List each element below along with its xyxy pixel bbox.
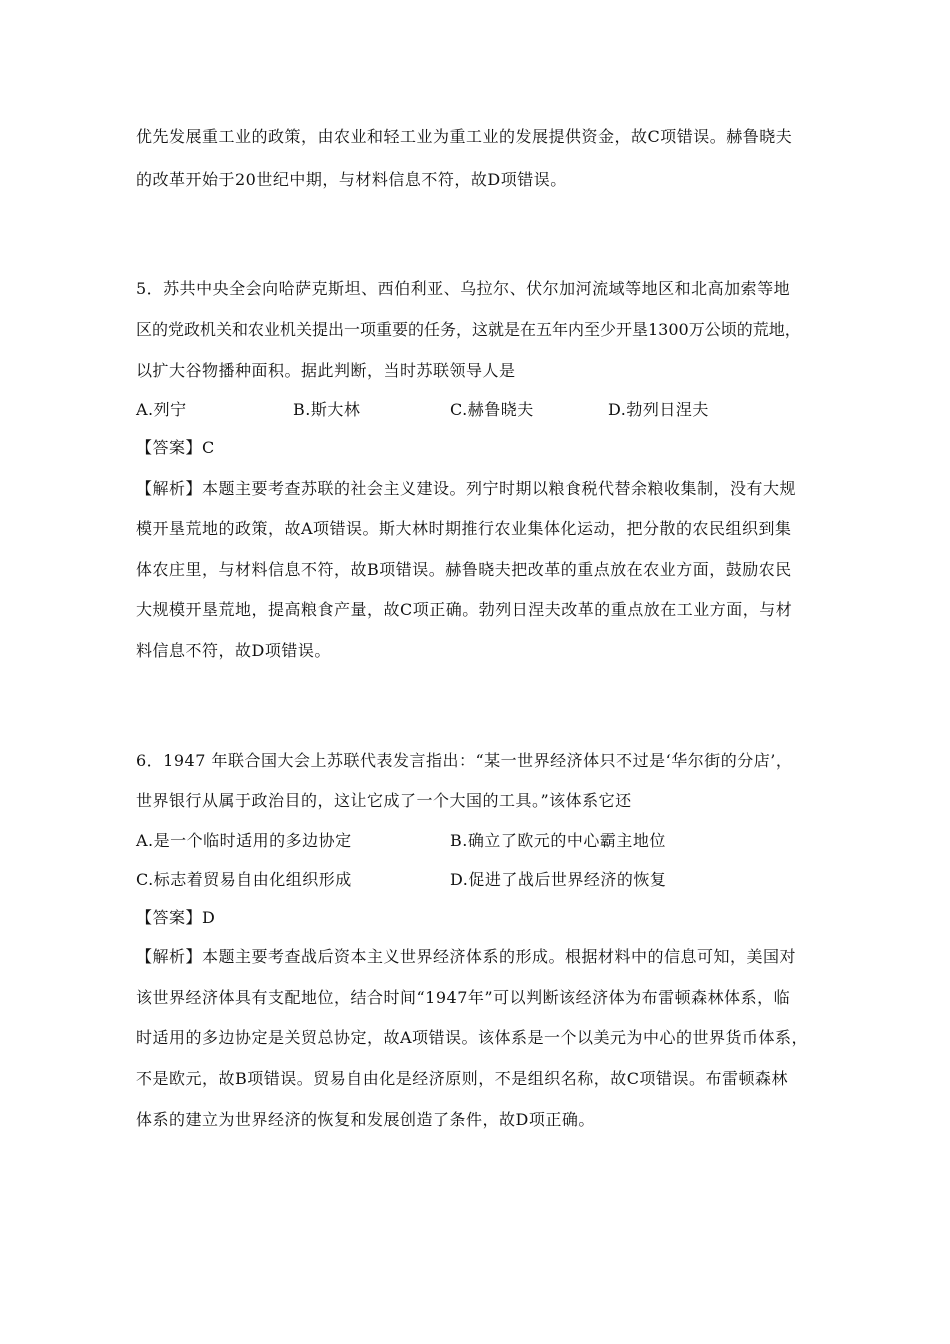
intro-line-1: 优先发展重工业的政策，由农业和轻工业为重工业的发展提供资金，故C项错误。赫鲁晓夫 [136, 127, 793, 146]
intro-line-2: 的改革开始于20世纪中期，与材料信息不符，故D项错误。 [136, 170, 567, 189]
q6-stem-line-2: 世界银行从属于政治目的，这让它成了一个大国的工具。”该体系它还 [136, 791, 632, 810]
q5-analysis-line-3: 体农庄里，与材料信息不符，故B项错误。赫鲁晓夫把改革的重点放在农业方面，鼓励农民 [136, 560, 792, 579]
q5-stem-line-1: 5．苏共中央全会向哈萨克斯坦、西伯利亚、乌拉尔、伏尔加河流域等地区和北高加索等地 [136, 279, 791, 298]
q5-option-b: B.斯大林 [293, 400, 361, 419]
q5-stem-line-3: 以扩大谷物播种面积。据此判断，当时苏联领导人是 [136, 361, 516, 380]
q5-option-d: D.勃列日涅夫 [608, 400, 709, 419]
q5-answer: 【答案】C [136, 438, 215, 457]
q5-option-a: A.列宁 [136, 400, 187, 419]
q6-option-a: A.是一个临时适用的多边协定 [136, 831, 352, 850]
q6-analysis-line-2: 该世界经济体具有支配地位，结合时间“1947年”可以判断该经济体为布雷顿森林体系，临 [136, 988, 791, 1007]
q6-option-b: B.确立了欧元的中心霸主地位 [450, 831, 666, 850]
q6-option-c: C.标志着贸易自由化组织形成 [136, 870, 352, 889]
q6-analysis-line-5: 体系的建立为世界经济的恢复和发展创造了条件，故D项正确。 [136, 1110, 595, 1129]
q5-analysis-line-1: 【解析】本题主要考查苏联的社会主义建设。列宁时期以粮食税代替余粮收集制，没有大规 [136, 479, 797, 498]
q6-option-d: D.促进了战后世界经济的恢复 [450, 870, 667, 889]
q5-option-c: C.赫鲁晓夫 [450, 400, 534, 419]
q6-analysis-line-3: 时适用的多边协定是关贸总协定，故A项错误。该体系是一个以美元为中心的世界货币体系， [136, 1028, 809, 1047]
q6-answer: 【答案】D [136, 908, 216, 927]
q6-analysis-line-4: 不是欧元，故B项错误。贸易自由化是经济原则，不是组织名称，故C项错误。布雷顿森林 [136, 1069, 789, 1088]
q5-analysis-line-2: 模开垦荒地的政策，故A项错误。斯大林时期推行农业集体化运动，把分散的农民组织到集 [136, 519, 792, 538]
q6-analysis-line-1: 【解析】本题主要考查战后资本主义世界经济体系的形成。根据材料中的信息可知，美国对 [136, 947, 797, 966]
q5-analysis-line-4: 大规模开垦荒地，提高粮食产量，故C项正确。勃列日涅夫改革的重点放在工业方面，与材 [136, 600, 793, 619]
q5-analysis-line-5: 料信息不符，故D项错误。 [136, 641, 331, 660]
q6-stem-line-1: 6．1947 年联合国大会上苏联代表发言指出：“某一世界经济体只不过是‘华尔街的分店’， [136, 751, 793, 770]
q5-stem-line-2: 区的党政机关和农业机关提出一项重要的任务，这就是在五年内至少开垦1300万公顷的荒地， [136, 320, 801, 339]
